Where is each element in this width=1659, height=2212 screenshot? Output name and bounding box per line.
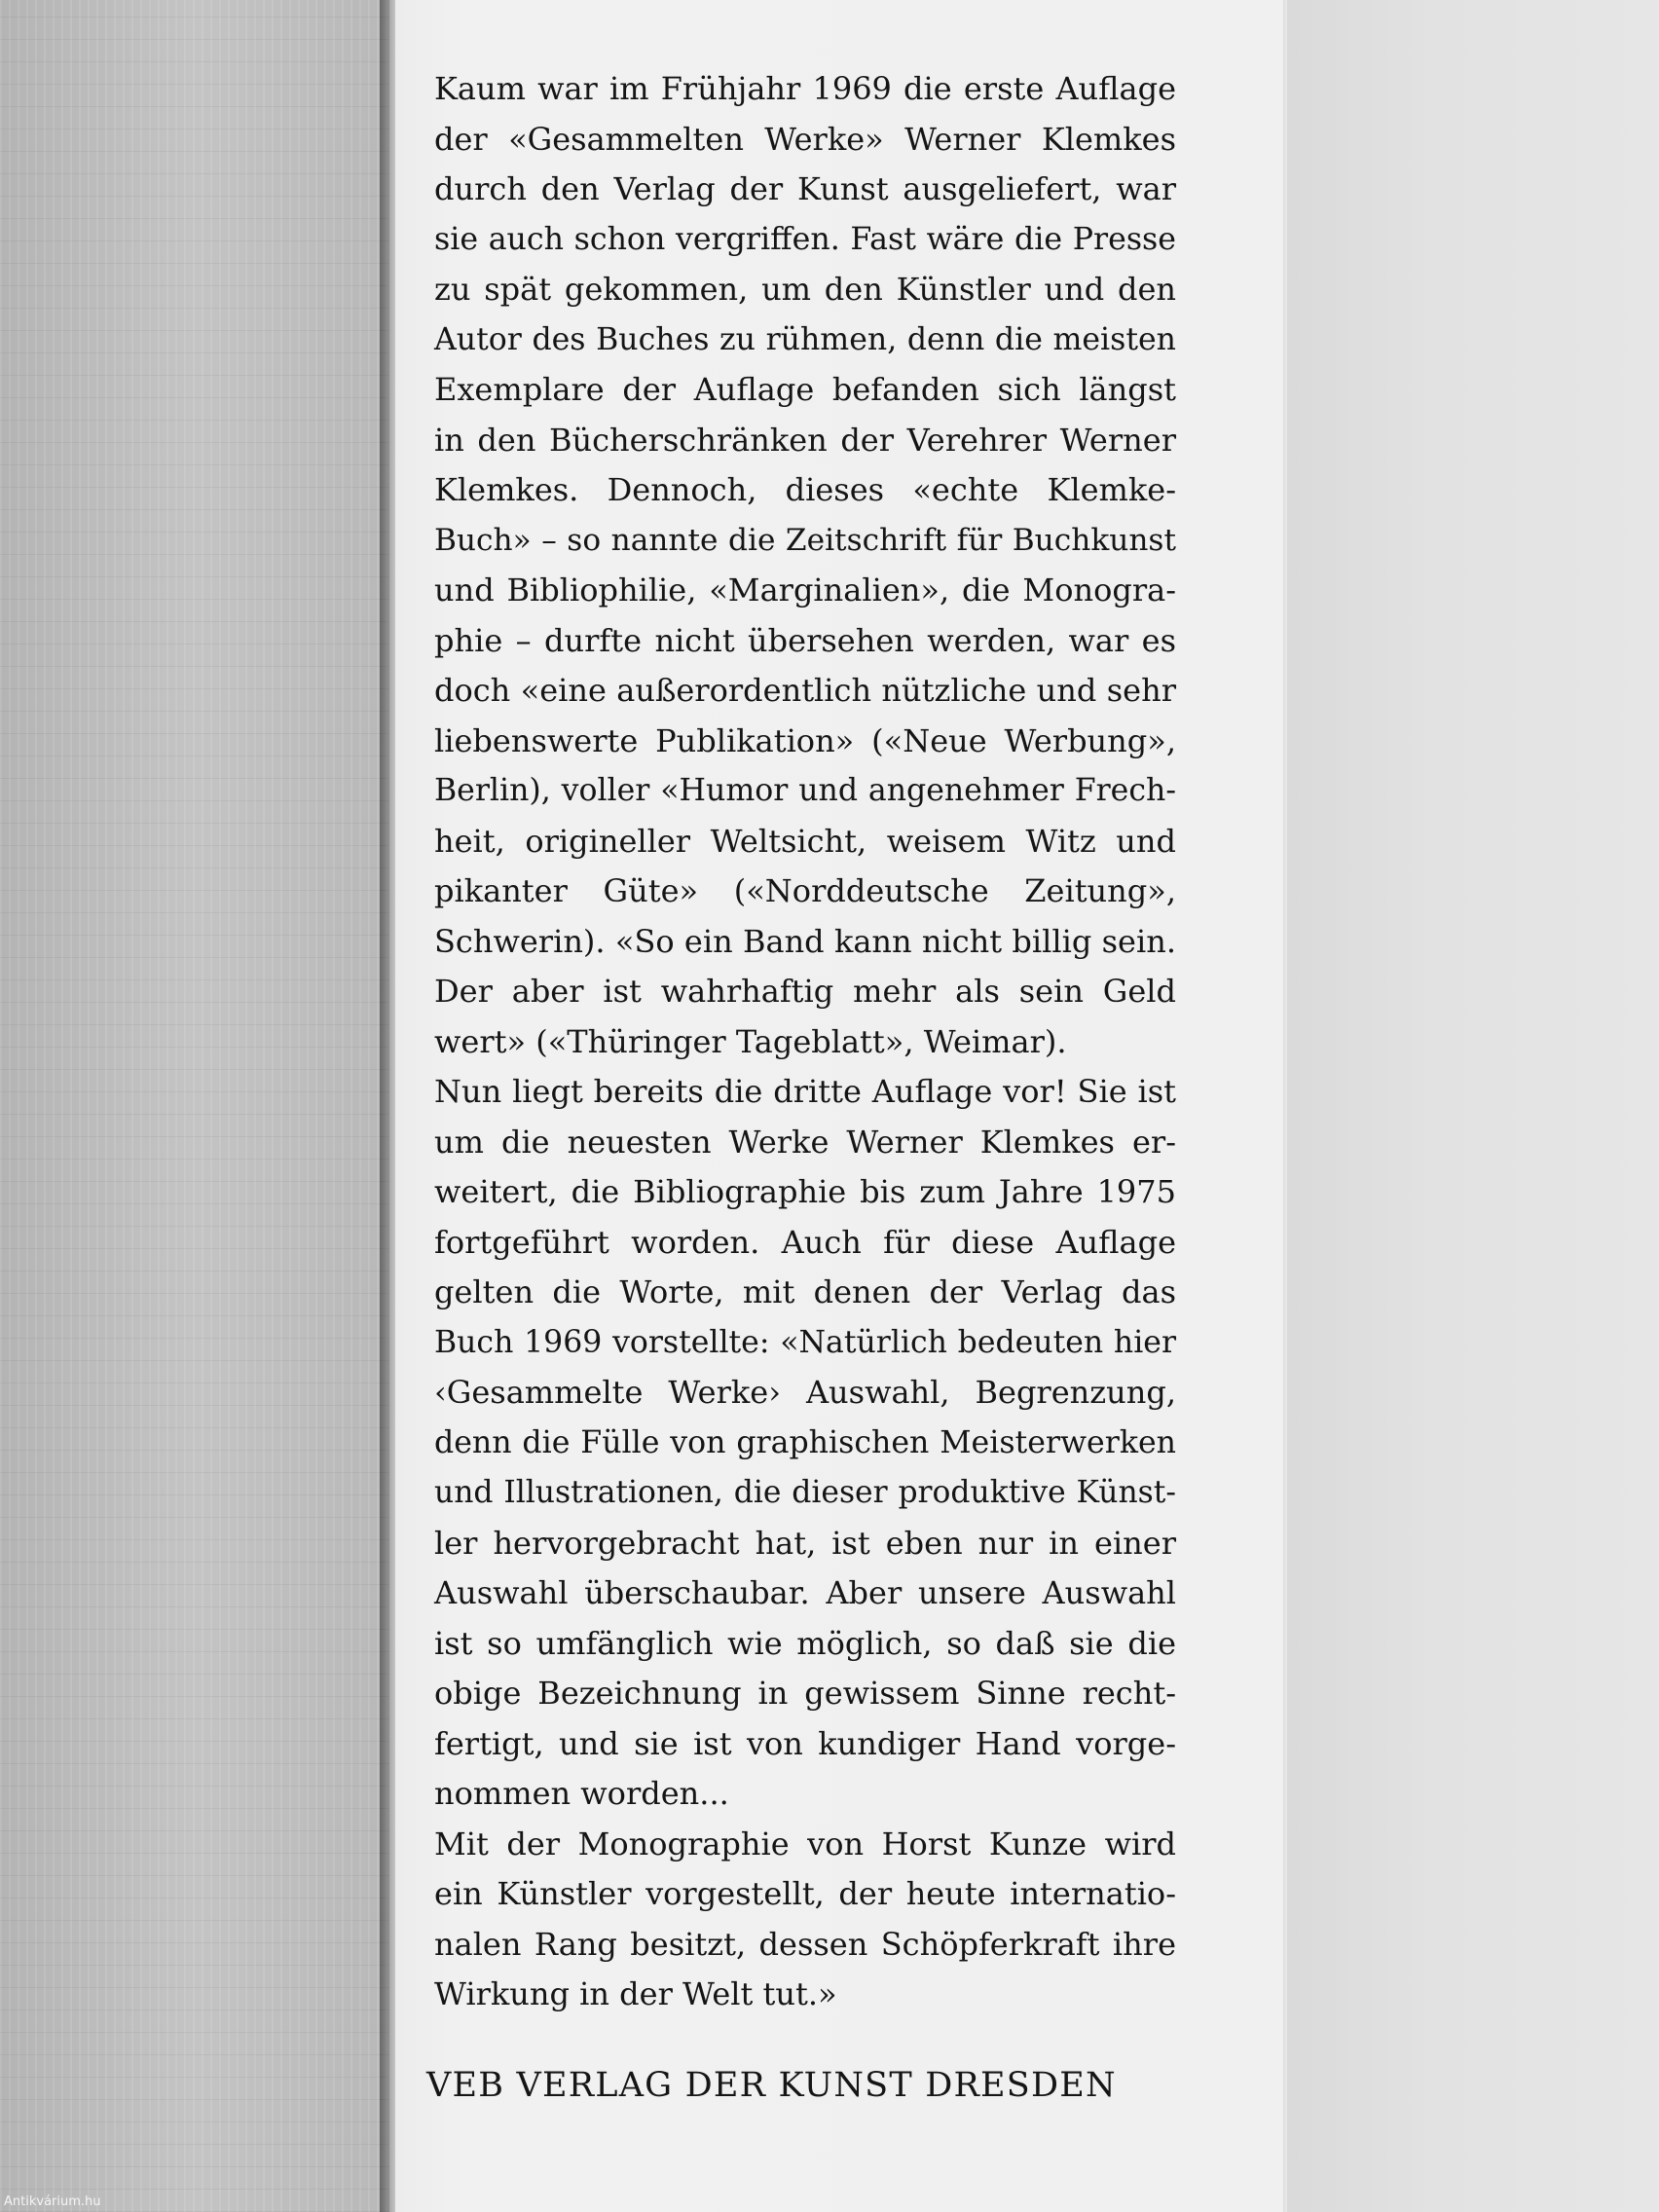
text-line: Mit der Monographie von Horst Kunze wird — [434, 1825, 1176, 1862]
text-line: und Bibliophilie, «Marginalien», die Monogra- — [434, 571, 1176, 608]
text-line: zu spät gekommen, um den Künstler und den — [434, 271, 1176, 308]
text-line: denn die Fülle von graphischen Meisterwerken — [434, 1424, 1176, 1460]
text-line: ist so umfänglich wie möglich, so daß sie die — [434, 1624, 1176, 1662]
text-line: ler hervorgebracht hat, ist eben nur in einer — [434, 1524, 1176, 1562]
text-line: phie – durfte nicht übersehen werden, war es — [434, 621, 1176, 659]
text-line: Exemplare der Auflage befanden sich längst — [434, 371, 1176, 408]
backdrop — [1287, 0, 1659, 2212]
flap-text — [434, 64, 1176, 2020]
text-line: liebenswerte Publikation» («Neue Werbung», — [434, 721, 1176, 759]
text-line: Nun liegt bereits die dritte Auflage vor! Sie ist — [434, 1073, 1176, 1110]
text-line: Der aber ist wahrhaftig mehr als sein Geld — [434, 973, 1176, 1010]
text-line: pikanter Güte» («Norddeutsche Zeitung», — [434, 872, 1176, 909]
text-line: heit, origineller Weltsicht, weisem Witz und — [434, 822, 1176, 860]
text-line: Buch» – so nannte die Zeitschrift für Buchkunst — [434, 522, 1176, 558]
text-line: Schwerin). «So ein Band kann nicht billig sein. — [434, 922, 1176, 960]
text-line: Buch 1969 vorstellte: «Natürlich bedeuten hier — [434, 1324, 1176, 1360]
text-line: wert» («Thüringer Tageblatt», Weimar). — [434, 1022, 1067, 1060]
publisher-imprint: VEB VERLAG DER KUNST DRESDEN — [426, 2066, 1117, 2105]
text-line: weitert, die Bibliographie bis zum Jahre 1975 — [434, 1173, 1176, 1210]
text-line: gelten die Worte, mit denen der Verlag das — [434, 1273, 1176, 1310]
wood-background — [0, 0, 389, 2212]
text-line: um die neuesten Werke Werner Klemkes er- — [434, 1123, 1176, 1161]
text-line: ein Künstler vorgestellt, der heute internatio- — [434, 1875, 1176, 1912]
text-line: Autor des Buches zu rühmen, denn die meisten — [434, 321, 1176, 357]
text-line: in den Bücherschränken der Verehrer Werner — [434, 421, 1176, 459]
text-line: Wirkung in der Welt tut.» — [434, 1975, 837, 2012]
text-line: nommen worden... — [434, 1775, 729, 1812]
text-line: ‹Gesammelte Werke› Auswahl, Begrenzung, — [434, 1374, 1176, 1411]
text-line: Kaum war im Frühjahr 1969 die erste Auflage — [434, 70, 1176, 107]
text-line: Auswahl überschaubar. Aber unsere Auswahl — [434, 1574, 1176, 1611]
text-line: sie auch schon vergriffen. Fast wäre die Presse — [434, 221, 1176, 257]
text-line: der «Gesammelten Werke» Werner Klemkes — [434, 120, 1176, 158]
text-line: fertigt, und sie ist von kundiger Hand vorge- — [434, 1724, 1176, 1762]
text-line: doch «eine außerordentlich nützliche und sehr — [434, 672, 1176, 709]
text-line: obige Bezeichnung in gewissem Sinne recht- — [434, 1675, 1176, 1712]
text-line: und Illustrationen, die dieser produktive Künst- — [434, 1475, 1176, 1510]
watermark: Antikvárium.hu — [4, 2194, 101, 2209]
text-line: durch den Verlag der Kunst ausgeliefert, war — [434, 170, 1176, 207]
text-line: nalen Rang besitzt, dessen Schöpferkraft ihre — [434, 1925, 1176, 1963]
text-line: fortgeführt worden. Auch für diese Auflage — [434, 1223, 1176, 1261]
book-fold-shadow — [380, 0, 395, 2212]
text-line: Berlin), voller «Humor und angenehmer Frech- — [434, 773, 1176, 808]
text-line: Klemkes. Dennoch, dieses «echte Klemke- — [434, 471, 1176, 508]
